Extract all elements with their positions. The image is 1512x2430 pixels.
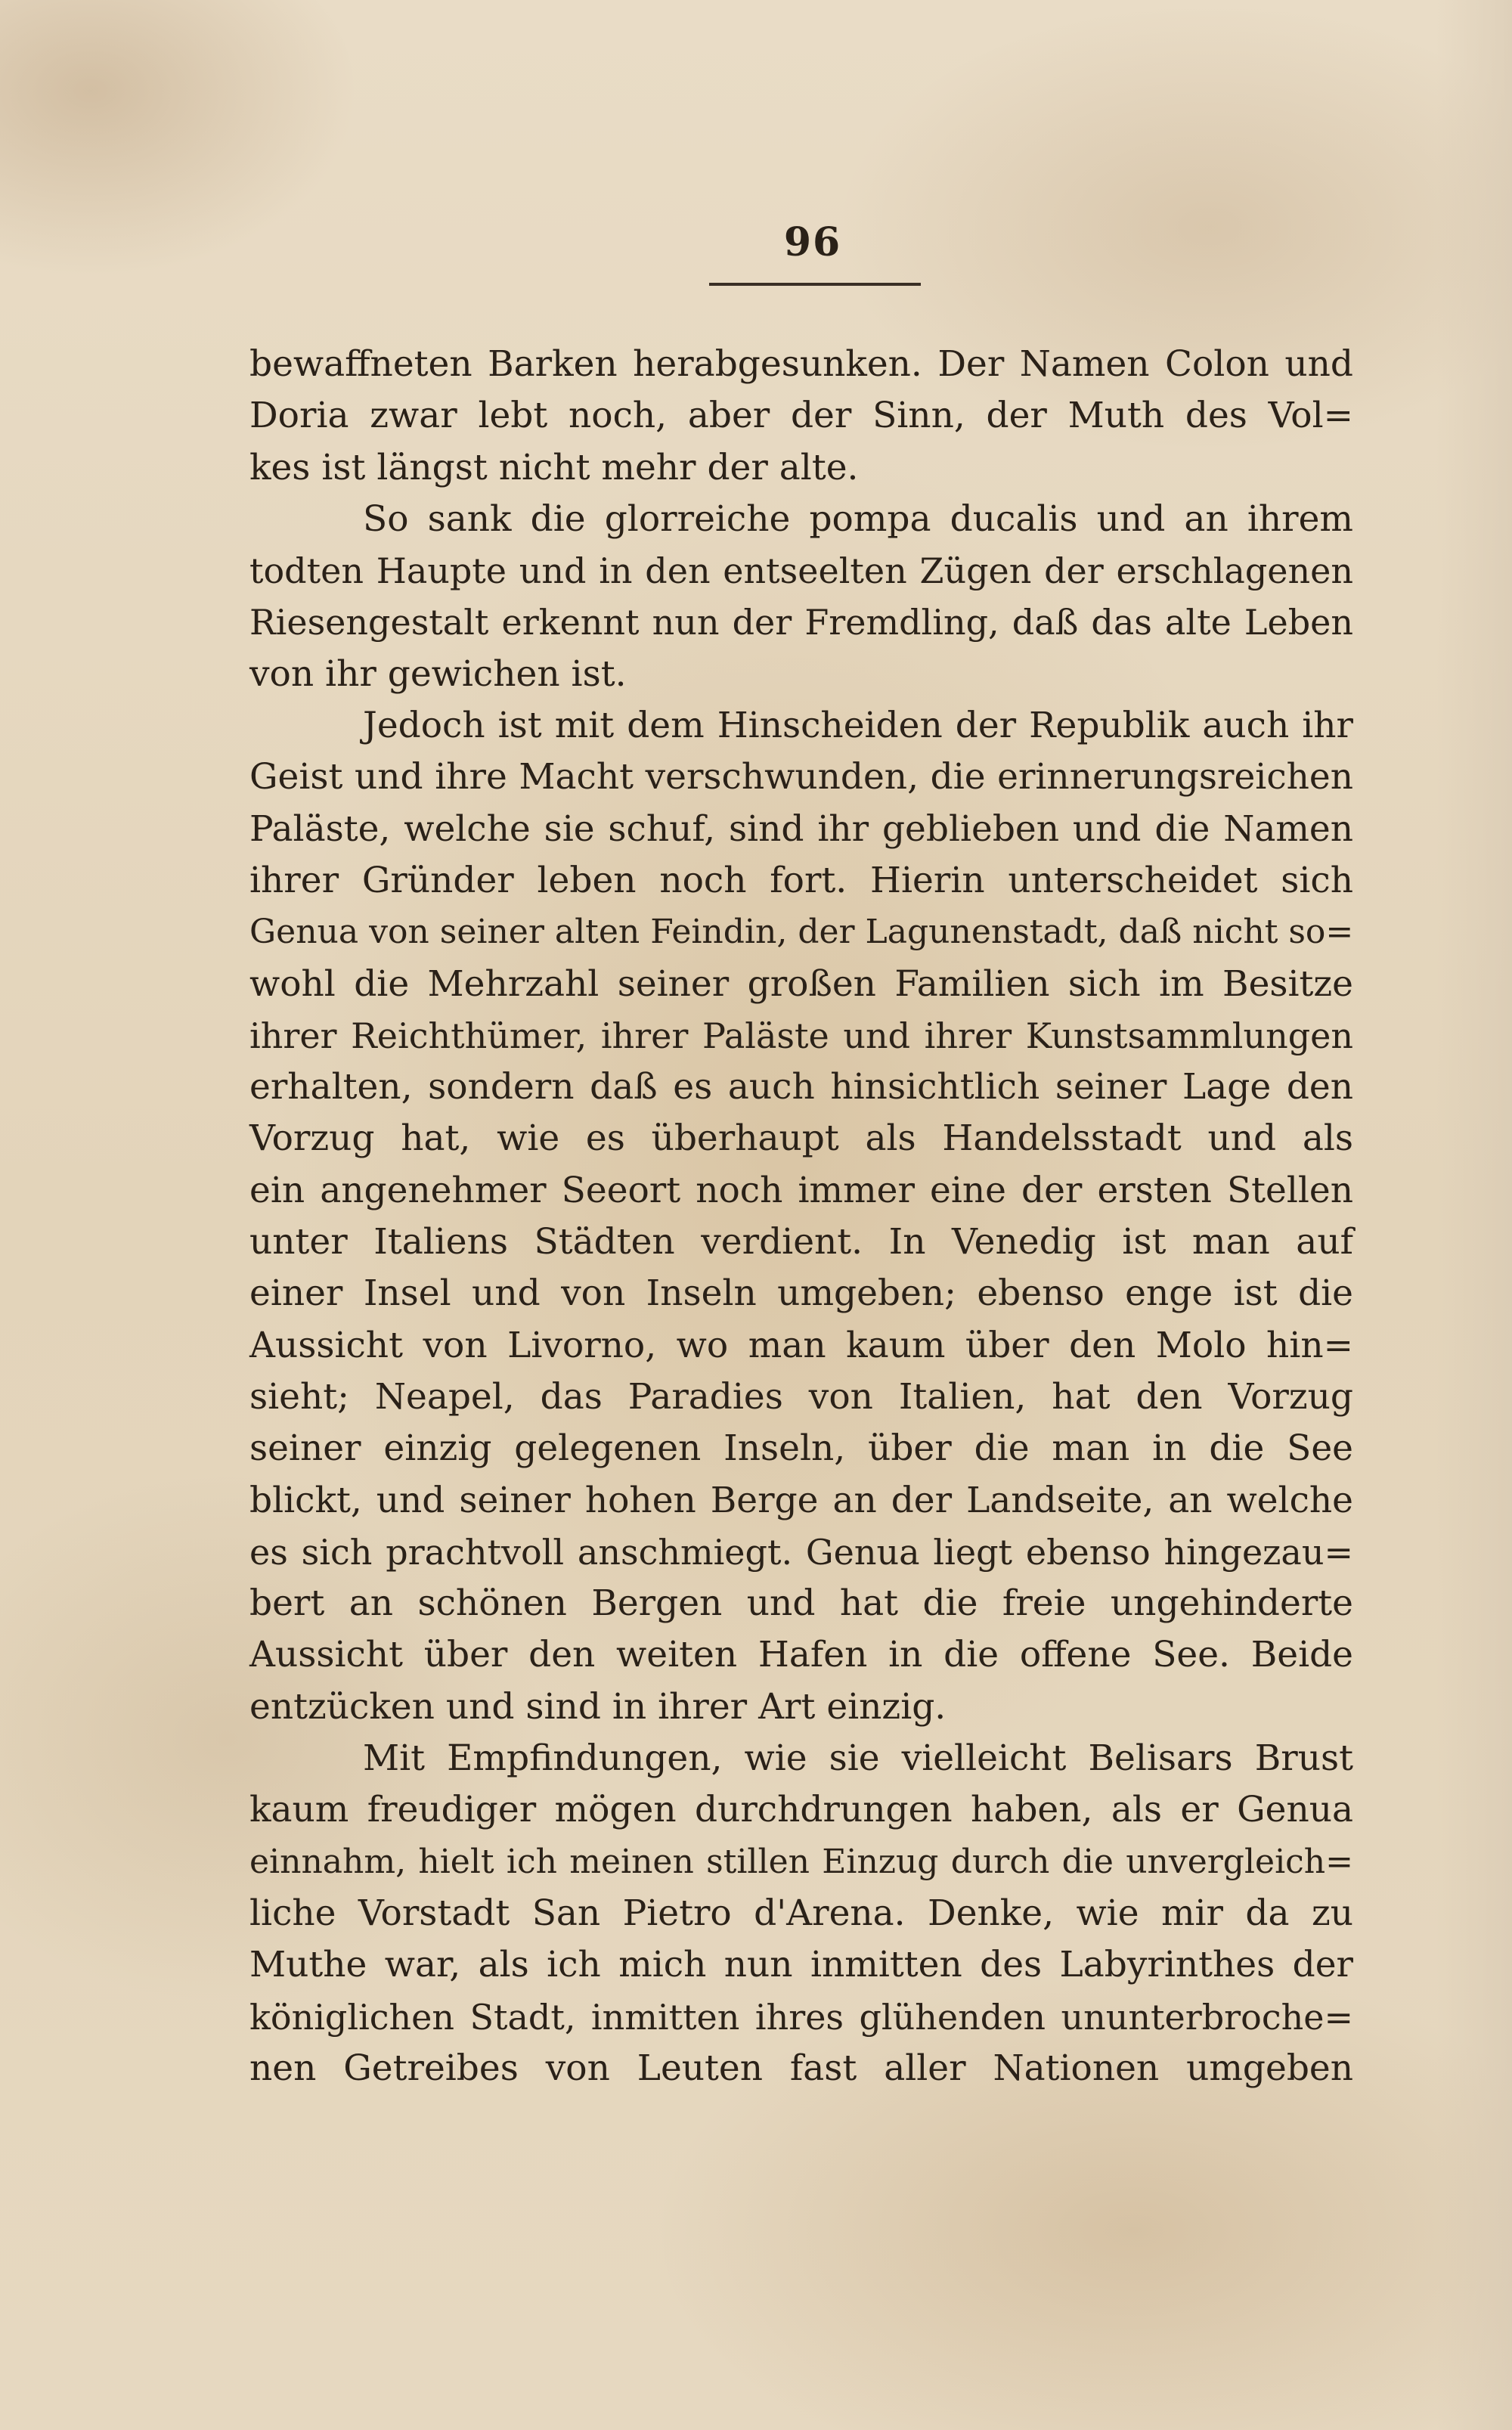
page-number: 96	[783, 219, 842, 265]
text-line: Vorzug hat, wie es überhaupt als Handelsstadt und als	[249, 1117, 1353, 1160]
text-line: So sank die glorreiche pompa ducalis und an ihrem	[363, 497, 1353, 540]
text-line: sieht; Neapel, das Paradies von Italien, hat den Vorzug	[249, 1375, 1353, 1418]
text-line: Doria zwar lebt noch, aber der Sinn, der Muth des Vol=	[249, 395, 1353, 437]
text-line: seiner einzig gelegenen Inseln, über die man in die See	[249, 1427, 1353, 1470]
text-line: Muthe war, als ich mich nun inmitten des Labyrinthes der	[249, 1944, 1353, 1986]
text-line: nen Getreibes von Leuten fast aller Nationen umgeben	[249, 2047, 1353, 2089]
body-text	[249, 339, 1353, 2094]
text-line: wohl die Mehrzahl seiner großen Familien sich im Besitze	[249, 962, 1353, 1005]
text-line: einer Insel und von Inseln umgeben; ebenso enge ist die	[249, 1272, 1353, 1315]
header-rule	[709, 283, 921, 286]
text-line: von ihr gewichen ist.	[249, 652, 627, 695]
text-line: ihrer Gründer leben noch fort. Hierin unterscheidet sich	[249, 859, 1353, 901]
text-line: Paläste, welche sie schuf, sind ihr geblieben und die Namen	[249, 807, 1353, 850]
text-line: kes ist längst nicht mehr der alte.	[249, 446, 859, 488]
text-line: Geist und ihre Macht verschwunden, die erinnerungsreichen	[249, 756, 1353, 798]
text-line: Riesengestalt erkennt nun der Fremdling, daß das alte Leben	[249, 602, 1353, 643]
text-line: liche Vorstadt San Pietro d'Arena. Denke, wie mir da zu	[249, 1892, 1353, 1934]
text-line: königlichen Stadt, inmitten ihres glühenden ununterbroche=	[249, 1996, 1353, 2038]
text-line: bewaffneten Barken herabgesunken. Der Namen Colon und	[249, 343, 1353, 385]
text-line: entzücken und sind in ihrer Art einzig.	[249, 1685, 947, 1728]
text-line: blickt, und seiner hohen Berge an der Landseite, an welche	[249, 1479, 1353, 1521]
text-line: Jedoch ist mit dem Hinscheiden der Republik auch ihr	[363, 705, 1353, 747]
text-line: unter Italiens Städten verdient. In Venedig ist man auf	[249, 1221, 1353, 1263]
text-line: todten Haupte und in den entseelten Zügen der erschlagenen	[249, 550, 1353, 592]
text-line: Aussicht über den weiten Hafen in die offene See. Beide	[249, 1634, 1353, 1676]
text-line: Genua von seiner alten Feindin, der Lagunenstadt, daß nicht so=	[249, 913, 1354, 952]
page-edge-shading	[1436, 0, 1512, 2430]
text-line: es sich prachtvoll anschmiegt. Genua liegt ebenso hingezau=	[249, 1531, 1353, 1573]
text-line: kaum freudiger mögen durchdrungen haben, als er Genua	[249, 1789, 1353, 1831]
text-line: Aussicht von Livorno, wo man kaum über den Molo hin=	[249, 1324, 1353, 1366]
text-line: ihrer Reichthümer, ihrer Paläste und ihrer Kunstsammlungen	[249, 1015, 1353, 1056]
text-line: bert an schönen Bergen und hat die freie ungehinderte	[249, 1582, 1353, 1625]
text-line: Mit Empfindungen, wie sie vielleicht Belisars Brust	[363, 1737, 1353, 1780]
text-line: einnahm, hielt ich meinen stillen Einzug durch die unvergleich=	[249, 1842, 1353, 1881]
text-line: erhalten, sondern daß es auch hinsichtlich seiner Lage den	[249, 1066, 1353, 1108]
text-line: ein angenehmer Seeort noch immer eine der ersten Stellen	[249, 1169, 1353, 1211]
